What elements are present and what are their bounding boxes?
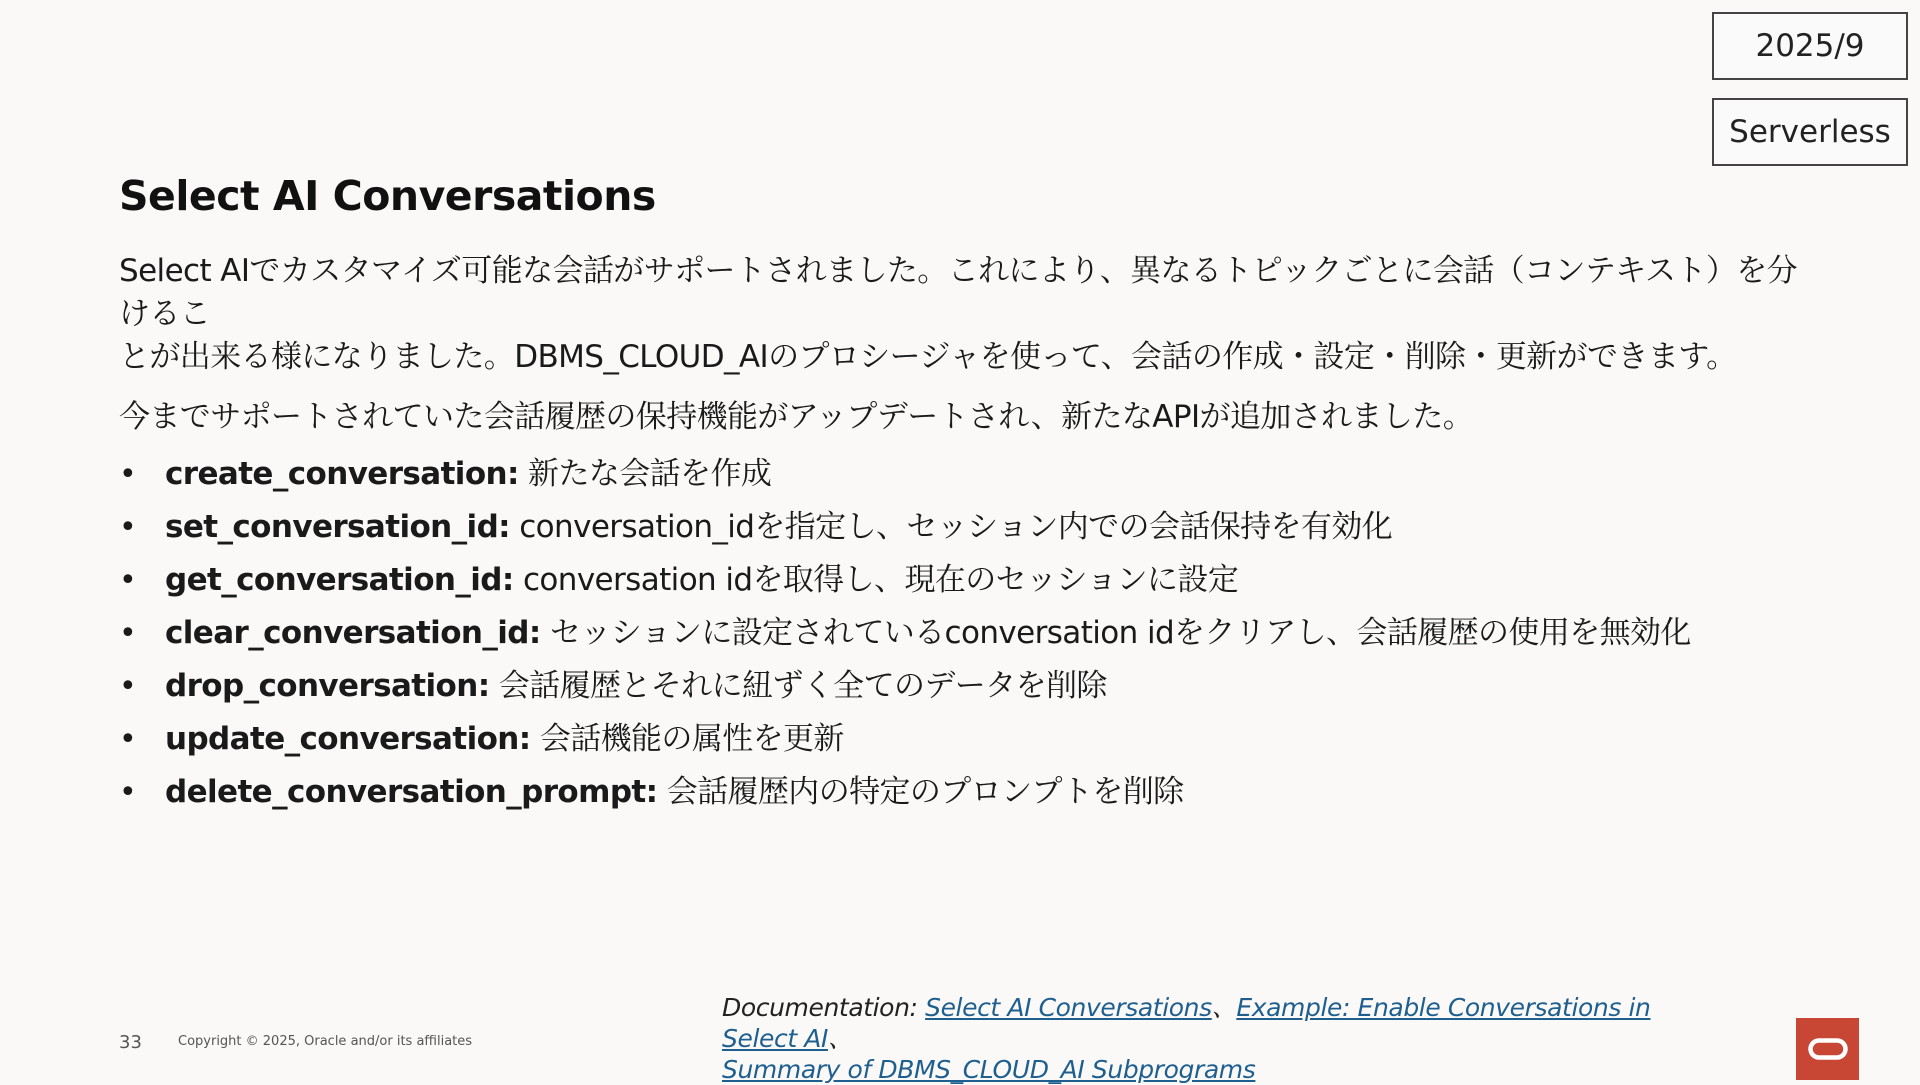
api-description: 新たな会話を作成: [518, 456, 772, 492]
documentation-links: [722, 992, 1722, 1085]
api-list: [119, 448, 1691, 819]
bullet-icon: •: [119, 722, 137, 757]
api-description: セッションに設定されているconversation idをクリアし、会話履歴の使用を無効化: [540, 615, 1691, 651]
list-item: [119, 501, 1691, 554]
intro-paragraph: [119, 250, 1819, 379]
list-item: [119, 660, 1691, 713]
api-description: 会話履歴とそれに紐ずく全てのデータを削除: [489, 668, 1107, 704]
date-tag: 2025/9: [1712, 12, 1908, 80]
doc-link-example-enable-conversations[interactable]: Example: Enable Conversations in Select AI: [722, 993, 1651, 1053]
api-name: get_conversation_id:: [165, 562, 514, 598]
product-tag: Serverless: [1712, 98, 1908, 166]
copyright-notice: Copyright © 2025, Oracle and/or its affiliates: [178, 1034, 473, 1049]
api-name: create_conversation:: [165, 456, 519, 492]
separator: 、: [827, 1024, 853, 1053]
api-description: conversation_idを指定し、セッション内での会話保持を有効化: [509, 509, 1393, 545]
api-description: conversation idを取得し、現在のセッションに設定: [513, 562, 1239, 598]
api-name: delete_conversation_prompt:: [165, 774, 658, 810]
oracle-logo-icon: [1796, 1018, 1859, 1080]
api-name: clear_conversation_id:: [165, 615, 541, 651]
oracle-logo-shape: [1808, 1038, 1848, 1060]
bullet-icon: •: [119, 616, 137, 651]
page-number: 33: [119, 1032, 142, 1053]
api-description: 会話履歴内の特定のプロンプトを削除: [657, 774, 1184, 810]
separator: 、: [1211, 993, 1237, 1022]
bullet-icon: •: [119, 457, 137, 492]
lead-paragraph: 今までサポートされていた会話履歴の保持機能がアップデートされ、新たなAPIが追加されました。: [119, 399, 1474, 435]
bullet-icon: •: [119, 669, 137, 704]
doc-link-select-ai-conversations[interactable]: Select AI Conversations: [925, 993, 1212, 1022]
intro-line-2: とが出来る様になりました。DBMS_CLOUD_AIのプロシージャを使って、会話の作成・設定・削除・更新ができます。: [119, 339, 1737, 375]
list-item: [119, 448, 1691, 501]
intro-line-1: Select AIでカスタマイズ可能な会話がサポートされました。これにより、異なるトピックごとに会話（コンテキスト）を分けるこ: [119, 253, 1798, 332]
list-item: [119, 607, 1691, 660]
slide-title: Select AI Conversations: [119, 172, 656, 220]
list-item: [119, 713, 1691, 766]
list-item: [119, 554, 1691, 607]
api-name: update_conversation:: [165, 721, 531, 757]
bullet-icon: •: [119, 775, 137, 810]
api-name: set_conversation_id:: [165, 509, 510, 545]
doc-link-dbms-cloud-ai-subprograms[interactable]: Summary of DBMS_CLOUD_AI Subprograms: [722, 1055, 1256, 1084]
list-item: [119, 766, 1691, 819]
api-name: drop_conversation:: [165, 668, 490, 704]
documentation-label: Documentation:: [722, 993, 926, 1022]
bullet-icon: •: [119, 510, 137, 545]
api-description: 会話機能の属性を更新: [530, 721, 844, 757]
bullet-icon: •: [119, 563, 137, 598]
